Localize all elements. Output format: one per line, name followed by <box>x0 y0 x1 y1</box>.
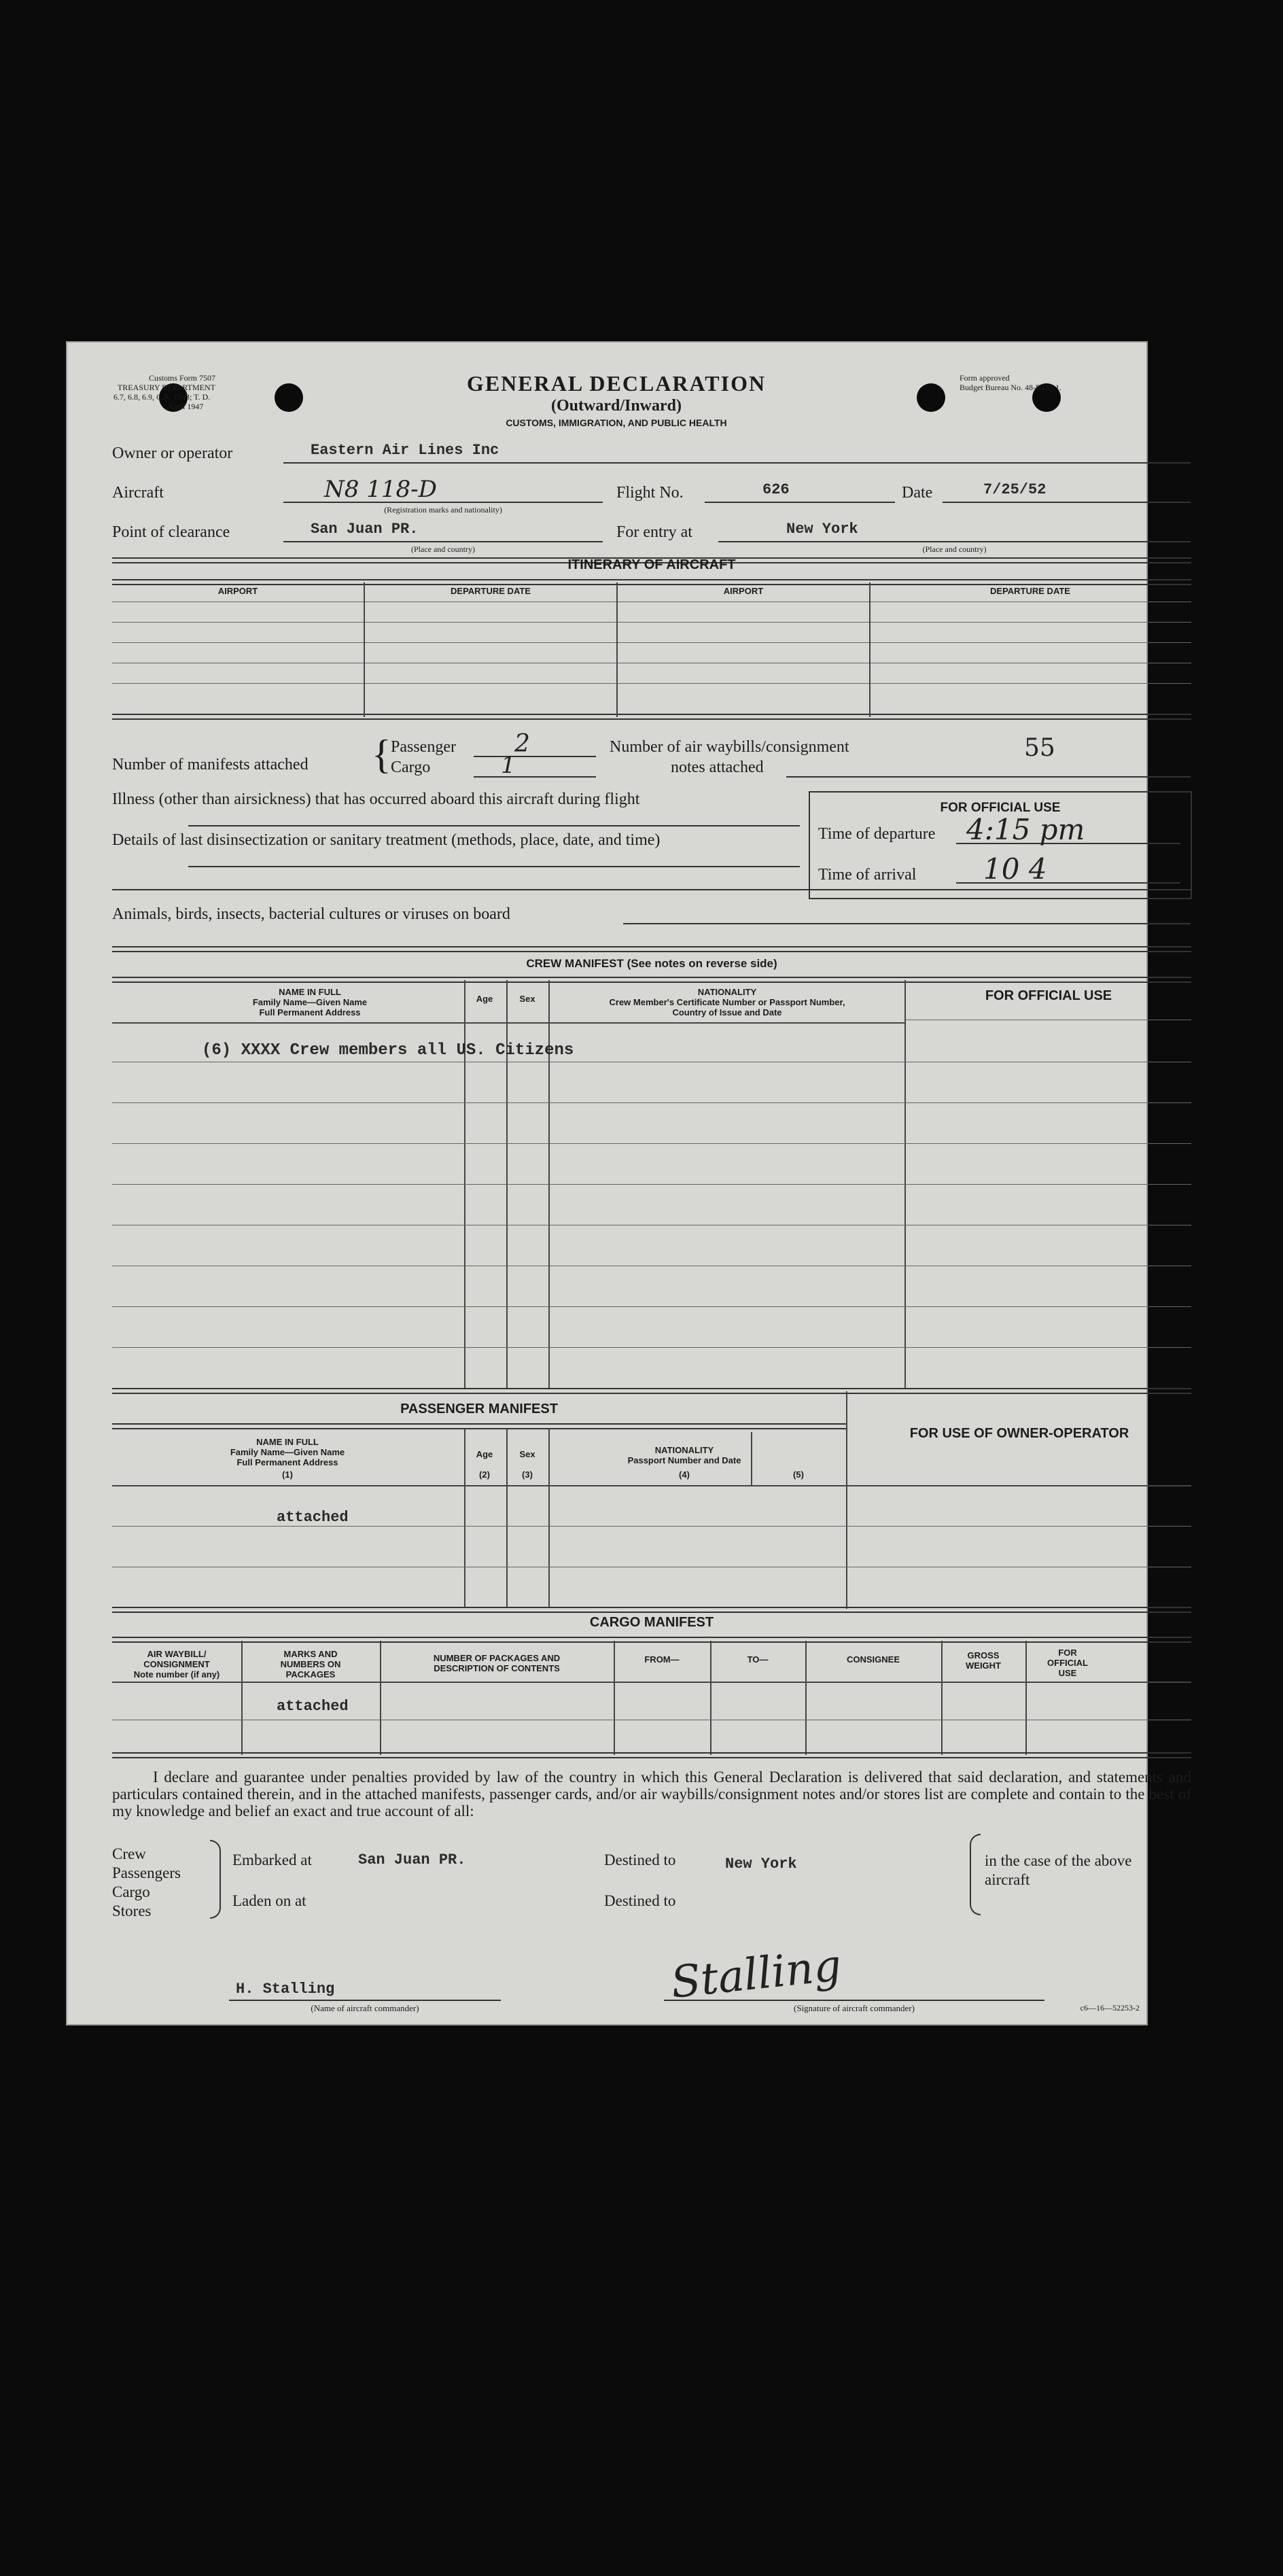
passenger-value: 2 <box>514 730 530 758</box>
cargo-value: 1 <box>501 752 516 779</box>
signature-label: (Signature of aircraft commander) <box>794 2003 915 2013</box>
commander-label: (Name of aircraft commander) <box>311 2003 419 2013</box>
commander-signature: Stalling <box>668 1940 844 2008</box>
crew-rule <box>112 1022 904 1024</box>
passenger-col-nationality: NATIONALITY Passport Number and Date <box>627 1445 741 1465</box>
entry-label: For entry at <box>616 523 692 541</box>
aircraft-value: N8 118-D <box>324 476 437 503</box>
passenger-top-rule <box>112 1388 1191 1394</box>
crew-rule <box>112 1306 1191 1307</box>
passenger-col-sex-num: (3) <box>522 1469 533 1480</box>
passenger-col-name-num: (1) <box>282 1469 293 1480</box>
passenger-label: Passenger <box>391 738 456 756</box>
form-refs: 6.7, 6.8, 6.9, C.R. 1943; T. D. <box>113 392 211 402</box>
passenger-col-age-num: (2) <box>479 1469 490 1480</box>
passenger-col-age: Age <box>476 1449 493 1459</box>
declaration-bracket <box>210 1840 221 1919</box>
flight-line <box>705 502 895 503</box>
owner-operator-title: FOR USE OF OWNER-OPERATOR <box>909 1426 1129 1441</box>
passenger-col-sex: Sex <box>519 1449 535 1459</box>
crew-col-sex: Sex <box>519 994 535 1004</box>
date-value: 7/25/52 <box>983 481 1047 498</box>
crew-entry: (6) XXXX Crew members all US. Citizens <box>202 1041 574 1060</box>
form-department: TREASURY DEPARTMENT <box>117 383 215 392</box>
entry-value: New York <box>786 521 858 538</box>
aircraft-note: (Registration marks and nationality) <box>384 505 502 515</box>
owner-label: Owner or operator <box>112 445 233 462</box>
arrival-time-label: Time of arrival <box>818 866 917 884</box>
cargo-col-packages: NUMBER OF PACKAGES AND DESCRIPTION OF CONTENTS <box>433 1653 561 1673</box>
itinerary-header-rule <box>112 579 1191 585</box>
signature-line <box>664 2000 1044 2001</box>
itinerary-col-airport: AIRPORT <box>217 586 258 596</box>
clearance-line <box>283 541 603 542</box>
form-agencies: CUSTOMS, IMMIGRATION, AND PUBLIC HEALTH <box>506 417 727 428</box>
form-date: April 1947 <box>168 402 204 411</box>
passenger-header-rule <box>112 1423 846 1429</box>
waybills-notes-label: notes attached <box>671 759 764 776</box>
crew-col-name: NAME IN FULL Family Name—Given Name Full Permanent Address <box>252 987 368 1017</box>
embarked-value: San Juan PR. <box>358 1851 466 1868</box>
itinerary-col-airport-2: AIRPORT <box>723 586 764 596</box>
passenger-col-name: NAME IN FULL Family Name—Given Name Full Permanent Address <box>230 1437 345 1467</box>
crew-rule <box>112 1143 1191 1144</box>
cargo-col-marks: MARKS AND NUMBERS ON PACKAGES <box>280 1649 341 1679</box>
destined-value: New York <box>725 1856 797 1873</box>
cargo-title: CARGO MANIFEST <box>589 1615 714 1630</box>
case-text: in the case of the above aircraft <box>985 1852 1132 1888</box>
clearance-label: Point of clearance <box>112 523 230 541</box>
cargo-col-waybill: AIR WAYBILL/ CONSIGNMENT Note number (if any) <box>133 1649 220 1679</box>
form-number: Customs Form 7507 <box>148 373 215 383</box>
crew-top-rule <box>112 946 1191 952</box>
disinsect-line <box>188 866 800 867</box>
cargo-col-official: FOR OFFICIAL USE <box>1047 1648 1088 1678</box>
passenger-owner-divider <box>846 1391 847 1609</box>
form-approval: Form approved <box>960 373 1010 383</box>
declaration-list-item: Passengers <box>112 1864 181 1881</box>
cargo-label: Cargo <box>391 759 431 776</box>
passenger-col-nationality-num: (4) <box>679 1469 690 1480</box>
cargo-divider <box>805 1641 807 1755</box>
illness-line <box>188 825 800 826</box>
waybills-value: 55 <box>1024 734 1055 762</box>
cargo-divider <box>1025 1641 1027 1755</box>
punch-hole <box>917 383 945 412</box>
flight-label: Flight No. <box>616 484 684 502</box>
crew-title: CREW MANIFEST (See notes on reverse side) <box>526 957 777 970</box>
clearance-value: San Juan PR. <box>311 521 419 538</box>
passenger-divider <box>548 1429 550 1608</box>
crew-header-rule <box>112 977 1191 983</box>
animals-label: Animals, birds, insects, bacterial cultures or viruses on board <box>112 905 510 923</box>
form-title: GENERAL DECLARATION <box>466 371 767 396</box>
destined-2-label: Destined to <box>604 1892 676 1909</box>
waybills-label: Number of air waybills/consignment <box>610 738 849 756</box>
cargo-entry: attached <box>277 1698 349 1715</box>
entry-line <box>718 541 1191 542</box>
cargo-rule <box>112 1682 1191 1683</box>
cargo-col-weight: GROSS WEIGHT <box>966 1650 1001 1671</box>
itinerary-rule <box>112 642 1191 643</box>
cargo-divider <box>710 1641 711 1755</box>
cargo-col-from: FROM— <box>644 1654 680 1665</box>
itinerary-col-departure-2: DEPARTURE DATE <box>990 586 1070 596</box>
animals-line <box>623 923 1191 924</box>
clearance-note: (Place and country) <box>411 544 475 554</box>
itinerary-divider <box>364 582 365 717</box>
itinerary-rule <box>112 622 1191 623</box>
departure-time-label: Time of departure <box>818 825 936 843</box>
crew-rule <box>112 1184 1191 1185</box>
passenger-divider <box>464 1429 465 1608</box>
owner-value: Eastern Air Lines Inc <box>311 442 499 459</box>
flight-value: 626 <box>762 481 790 498</box>
declaration-list-item: Crew <box>112 1845 146 1862</box>
embarked-label: Embarked at <box>232 1851 312 1868</box>
budget-bureau: Budget Bureau No. 48-R153.1. <box>960 383 1061 392</box>
declaration-list-item: Stores <box>112 1902 152 1919</box>
cargo-divider <box>614 1641 615 1755</box>
official-use-box <box>809 791 1192 899</box>
punch-hole <box>275 383 303 412</box>
cargo-divider <box>380 1641 381 1755</box>
cargo-divider <box>241 1641 243 1755</box>
itinerary-bottom-rule <box>112 714 1191 720</box>
passenger-rule <box>112 1485 1191 1486</box>
case-bracket <box>970 1834 981 1915</box>
disinsect-label: Details of last disinsectization or sanitary treatment (methods, place, date, and time) <box>112 831 661 849</box>
itinerary-divider <box>869 582 871 717</box>
aircraft-label: Aircraft <box>112 484 164 502</box>
destined-label: Destined to <box>604 1851 676 1868</box>
owner-line <box>283 462 1191 464</box>
cargo-header-rule <box>112 1637 1191 1643</box>
passenger-divider <box>506 1429 508 1608</box>
crew-col-official: FOR OFFICIAL USE <box>985 988 1112 1003</box>
crew-col-nationality: NATIONALITY Crew Member's Certificate Number or Passport Number, Country of Issue and Date <box>609 987 845 1017</box>
laden-label: Laden on at <box>232 1892 306 1909</box>
entry-note: (Place and country) <box>922 544 987 554</box>
cargo-bottom-rule <box>112 1752 1191 1758</box>
declaration-text: I declare and guarantee under penalties provided by law of the country in which this General Declaration is delivered that said declaration, and statements and particulars contained therein, and in the attached manifests, passenger cards, and/or air waybills/consignment notes and/or stores list are complete and contain to the best of my knowledge and belief an exact and true account of all: <box>112 1769 1191 1820</box>
passenger-line <box>474 756 596 757</box>
passenger-title: PASSENGER MANIFEST <box>400 1402 558 1416</box>
cargo-divider <box>941 1641 943 1755</box>
official-use-title: FOR OFFICIAL USE <box>940 801 1061 815</box>
itinerary-title: ITINERARY OF AIRCRAFT <box>567 557 736 572</box>
declaration-list <box>112 1845 180 1921</box>
date-line <box>943 502 1191 503</box>
manifests-label: Number of manifests attached <box>112 756 309 773</box>
commander-name: H. Stalling <box>236 1981 335 1998</box>
passenger-col-5: (5) <box>793 1469 804 1480</box>
manifests-bracket: { <box>372 732 391 777</box>
cargo-line <box>474 776 596 778</box>
cargo-col-consignee: CONSIGNEE <box>846 1654 900 1665</box>
crew-rule <box>112 1102 1191 1103</box>
passenger-rule <box>112 1526 1191 1527</box>
itinerary-col-departure: DEPARTURE DATE <box>451 586 531 596</box>
declaration-list-item: Cargo <box>112 1883 150 1900</box>
declaration-form <box>66 341 1191 2025</box>
crew-rule <box>112 1347 1191 1348</box>
crew-divider <box>904 980 906 1389</box>
commander-line <box>229 2000 501 2001</box>
arrival-time-value: 10 4 <box>983 852 1047 886</box>
cargo-col-to: TO— <box>747 1654 769 1665</box>
waybills-line <box>786 776 1191 778</box>
itinerary-divider <box>616 582 618 717</box>
passenger-entry: attached <box>277 1509 349 1526</box>
form-subtitle: (Outward/Inward) <box>550 397 682 415</box>
itinerary-rule <box>112 683 1191 684</box>
illness-label: Illness (other than airsickness) that has occurred aboard this aircraft during flight <box>112 790 640 808</box>
date-label: Date <box>902 484 933 502</box>
print-code: c6—16—52253-2 <box>1080 2003 1140 2013</box>
departure-time-value: 4:15 pm <box>966 813 1085 846</box>
crew-col-age: Age <box>476 994 493 1004</box>
cargo-top-rule <box>112 1607 1191 1613</box>
passenger-divider <box>751 1432 752 1485</box>
